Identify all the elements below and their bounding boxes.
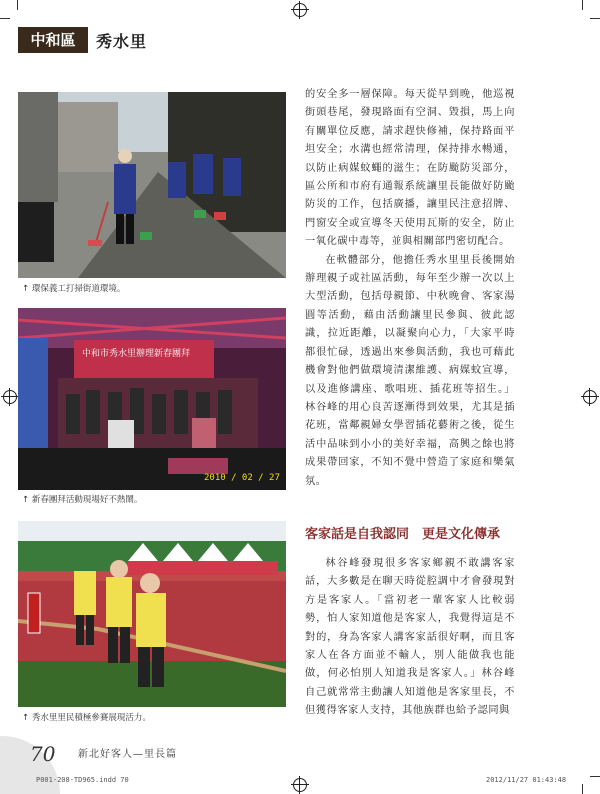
photo-caption: ↑ 秀水里里民積極參賽展現活力。 [22, 713, 151, 723]
photo-tug-of-war [18, 521, 286, 707]
crop-mark [17, 0, 18, 10]
body-paragraph: 林谷峰發現很多客家鄉親不敢講客家話，大多數是在聊天時從腔調中才會發現對方是客家人。「當初老一輩客家人比較弱勢，怕人家知道他是客家人，我覺得這是不對的，身為客家人講客家話很好啊，而且客家人在各方面並不輸人，別人能做我也能做，何必怕別人知道我是客家人。」林谷峰自己就常常主動讓人知道他是客家里長，不但獲得客家人支持，其他族群也給予認同與 [305, 558, 515, 717]
registration-mark [3, 390, 17, 404]
crop-mark [0, 18, 10, 19]
photo-caption: ↑ 環保義工打掃街道環境。 [22, 284, 126, 294]
crop-mark [590, 18, 600, 19]
body-column-bottom [305, 555, 515, 721]
section-heading: 客家話是自我認同 更是文化傳承 [305, 527, 501, 542]
registration-mark [293, 778, 307, 792]
body-column-top [305, 86, 515, 491]
district-label: 中和區 [18, 27, 88, 53]
photo-new-year-gathering [18, 308, 286, 490]
body-paragraph: 的安全多一層保障。每天從早到晚，他巡視街頭巷尾，發現路面有空洞、毀損，馬上向有關單位反應，請求趕快修補，保持路面平坦安全；水溝也經常清理，保持排水暢通，以防止病媒蚊蠅的滋生；在防颱防災部分，區公所和市府有通報系統讓里長能做好防颱防災的工作，包括廣播，讓里民注意招牌、門窗安全或宣導冬天使用瓦斯的安全，防止一氧化碳中毒等，並與相關部門密切配合。 [305, 89, 515, 248]
crop-mark [590, 776, 600, 777]
publication-title: 新北好客人—里長篇 [78, 749, 177, 760]
body-paragraph: 在軟體部分，他擔任秀水里里長後開始辦理親子或社區活動，每年至少辦一次以上大型活動，包括母親節、中秋晚會、客家湯圓等活動，藉由活動讓里民參與、彼此認識，拉近距離，以凝聚向心力，「大家平時都很忙碌，透過出來參與活動，我也可藉此機會對他們做環境清潔維護、病媒蚊宣導，以及進修講座、歌唱班、插花班等招生。」林谷峰的用心良苦逐漸得到效果，尤其是插花班，當鄰親婦女學習插花藝術之後，從生活中品味到小小的美好幸福，高興之餘也將成果帶回家，不知不覺中營造了家庭和樂氣氛。 [305, 254, 515, 487]
photo-date-stamp: 2010 / 02 / 27 [204, 473, 280, 483]
page-number: 70 [30, 742, 56, 766]
registration-mark [293, 3, 307, 17]
file-slug: P001-208-TD965.indd 70 [36, 776, 129, 784]
page-header [18, 27, 147, 53]
village-label: 秀水里 [96, 31, 148, 51]
photo-street-cleaning [18, 92, 286, 278]
registration-mark [583, 390, 597, 404]
event-banner-text: 中和市秀水里辦理新春團拜 [82, 349, 191, 359]
photo-caption: ↑ 新春團拜活動現場好不熱鬧。 [22, 495, 143, 505]
crop-mark [582, 0, 583, 10]
print-timestamp: 2012/11/27 01:43:48 [486, 776, 567, 784]
crop-mark [582, 784, 583, 794]
